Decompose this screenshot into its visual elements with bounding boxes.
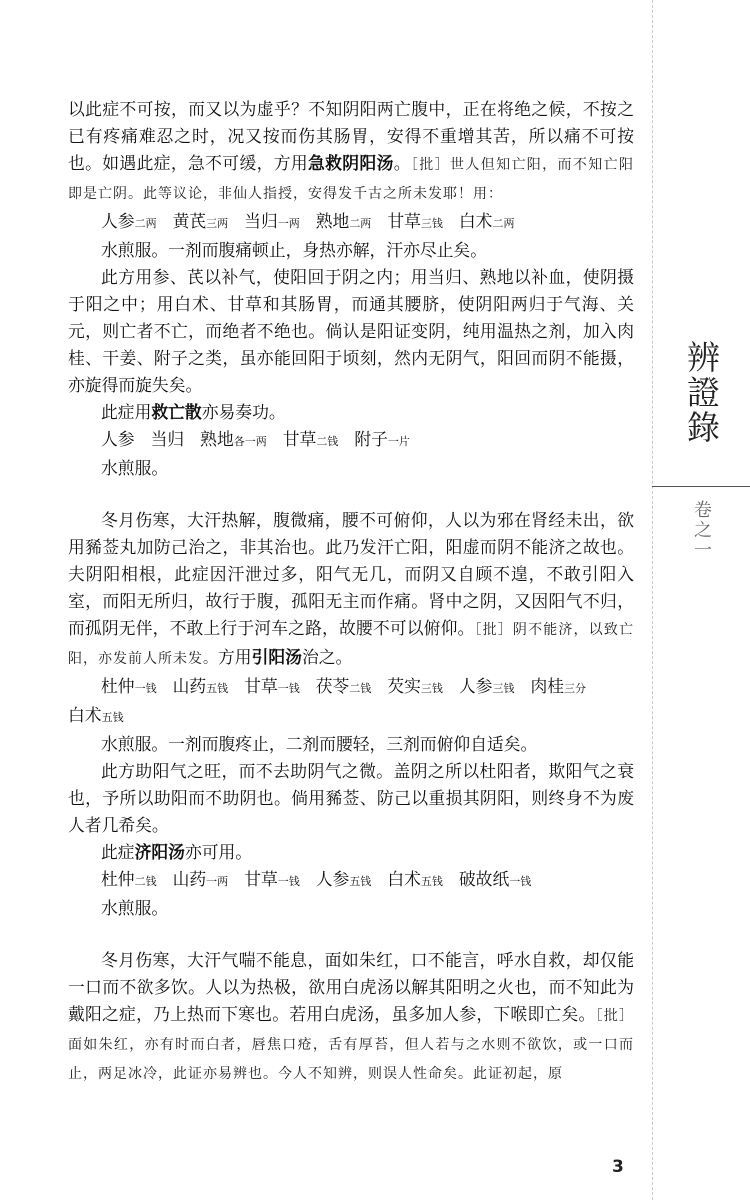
herb-item: 当归 xyxy=(150,429,185,449)
formula-name: 急救阴阳汤 xyxy=(308,153,394,173)
paragraph: 水煎服。 xyxy=(101,458,169,478)
herb-item: 黄芪三两 xyxy=(172,211,229,231)
herb-item: 人参 xyxy=(101,429,135,449)
formula-name: 救亡散 xyxy=(151,402,202,422)
herb-list xyxy=(68,426,634,455)
formula-name: 济阳汤 xyxy=(134,842,185,862)
margin-dashed-line xyxy=(652,0,653,1200)
herb-list xyxy=(68,673,634,702)
book-title: 辨證錄 xyxy=(682,340,721,445)
herb-item: 甘草一钱 xyxy=(244,676,300,696)
paragraph: 冬月伤寒，大汗热解，腹微痛，腰不可俯仰，人以为邪在肾经未出，欲用豨莶丸加防己治之，非其治也。此乃发汗亡阳，阳虚而阴不能济之故也。夫阴阳相根，此症因汗泄过多，阳气无几，而阴又自顾不遑，不敢引阳入室，而阳无所归，故行于腹，孤阳无主而作痛。肾中之阴，又因阳气不归，而孤阴无伴，不敢上行于河车之路，故腰不可以俯仰。［批］阴不能济，以致亡阳，亦发前人所未发。方用引阳汤治之。 xyxy=(68,510,634,667)
herb-list xyxy=(68,208,634,237)
paragraph: 水煎服。一剂而腹疼止，二剂而腰轻，三剂而俯仰自适矣。 xyxy=(101,734,538,754)
herb-list xyxy=(68,866,634,895)
herb-item: 杜仲一钱 xyxy=(101,676,157,696)
herb-item: 山药一两 xyxy=(172,869,229,889)
side-divider xyxy=(652,486,750,487)
paragraph: 以此症不可按，而又以为虚乎？不知阴阳两亡腹中，正在将绝之候，不按之已有疼痛难忍之时，况又按而伤其肠胃，安得不重增其苦，所以痛不可按也。如遇此症，急不可缓，方用急救阴阳汤。［批］世人但知亡阳，而不知亡阳即是亡阴。此等议论，非仙人指授，安得发千古之所未发耶！用： xyxy=(68,99,634,202)
paragraph: 水煎服。一剂而腹痛顿止，身热亦解，汗亦尽止矣。 xyxy=(101,240,487,260)
herb-item: 白术五钱 xyxy=(387,869,443,889)
herb-item: 白术二两 xyxy=(458,211,515,231)
herb-item: 山药五钱 xyxy=(172,676,229,696)
page-number: 3 xyxy=(612,1157,624,1177)
herb-item: 白术五钱 xyxy=(68,705,124,725)
herb-item: 甘草一钱 xyxy=(244,869,300,889)
paragraph: 水煎服。 xyxy=(101,898,169,918)
herb-item: 破故纸一钱 xyxy=(458,869,532,889)
paragraph: 此方助阳气之旺，而不去助阴气之微。盖阴之所以杜阳者，欺阳气之衰也，予所以助阳而不助阴也。倘用豨莶、防己以重损其阴阳，则终身不为废人者几希矣。 xyxy=(68,761,634,835)
commentary: ［批］面如朱红，亦有时而白者，唇焦口疮，舌有厚苔，但人若与之水则不欲饮，或一口而止，两足冰冷，此证亦易辨也。今人不知辨，则误人性命矣。此证初起，原 xyxy=(68,1008,635,1082)
herb-item: 杜仲二钱 xyxy=(101,869,157,889)
herb-item: 茯苓二钱 xyxy=(315,676,372,696)
herb-item: 芡实三钱 xyxy=(387,676,443,696)
herb-item: 熟地二两 xyxy=(315,211,372,231)
herb-item: 附子一片 xyxy=(354,429,410,449)
formula-name: 引阳汤 xyxy=(251,647,302,667)
page-body xyxy=(68,96,634,1088)
paragraph: 此方用参、芪以补气，使阳回于阴之内；用当归、熟地以补血，使阴摄于阳之中；用白术、甘草和其肠胃，而通其腰脐，使阴阳两归于气海、关元，则亡者不亡，而绝者不绝也。倘认是阳证变阴，纯用温热之剂，加入肉桂、干姜、附子之类，虽亦能回阳于顷刻，然内无阴气，阳回而阴不能摄，亦旋得而旋失矣。 xyxy=(68,267,634,395)
herb-item: 人参三钱 xyxy=(458,676,515,696)
commentary: ［批］阴不能济，以致亡阳，亦发前人所未发。 xyxy=(68,622,634,667)
paragraph: 此症济阳汤亦可用。 xyxy=(101,842,253,862)
herb-item: 当归一两 xyxy=(244,211,300,231)
herb-item: 甘草二钱 xyxy=(282,429,339,449)
herb-list-continued xyxy=(68,702,634,731)
herb-item: 熟地各一两 xyxy=(200,429,267,449)
paragraph: 冬月伤寒，大汗气喘不能息，面如朱红，口不能言，呼水自救，却仅能一口而不欲多饮。人以为热极，欲用白虎汤以解其阳明之火也，而不知此为戴阳之症，乃上热而下寒也。若用白虎汤，虽多加人参，下喉即亡矣。［批］面如朱红，亦有时而白者，唇焦口疮，舌有厚苔，但人若与之水则不欲饮，或一口而止，两足冰冷，此证亦易辨也。今人不知辨，则误人性命矣。此证初起，原 xyxy=(68,950,635,1082)
herb-item: 人参五钱 xyxy=(315,869,372,889)
herb-item: 甘草三钱 xyxy=(387,211,443,231)
volume-label: 卷之一 xyxy=(691,500,712,560)
paragraph: 此症用救亡散亦易奏功。 xyxy=(101,402,286,422)
herb-item: 肉桂三分 xyxy=(530,676,587,696)
commentary: ［批］世人但知亡阳，而不知亡阳即是亡阴。此等议论，非仙人指授，安得发千古之所未发耶！用： xyxy=(68,157,634,202)
herb-item: 人参二两 xyxy=(101,211,157,231)
